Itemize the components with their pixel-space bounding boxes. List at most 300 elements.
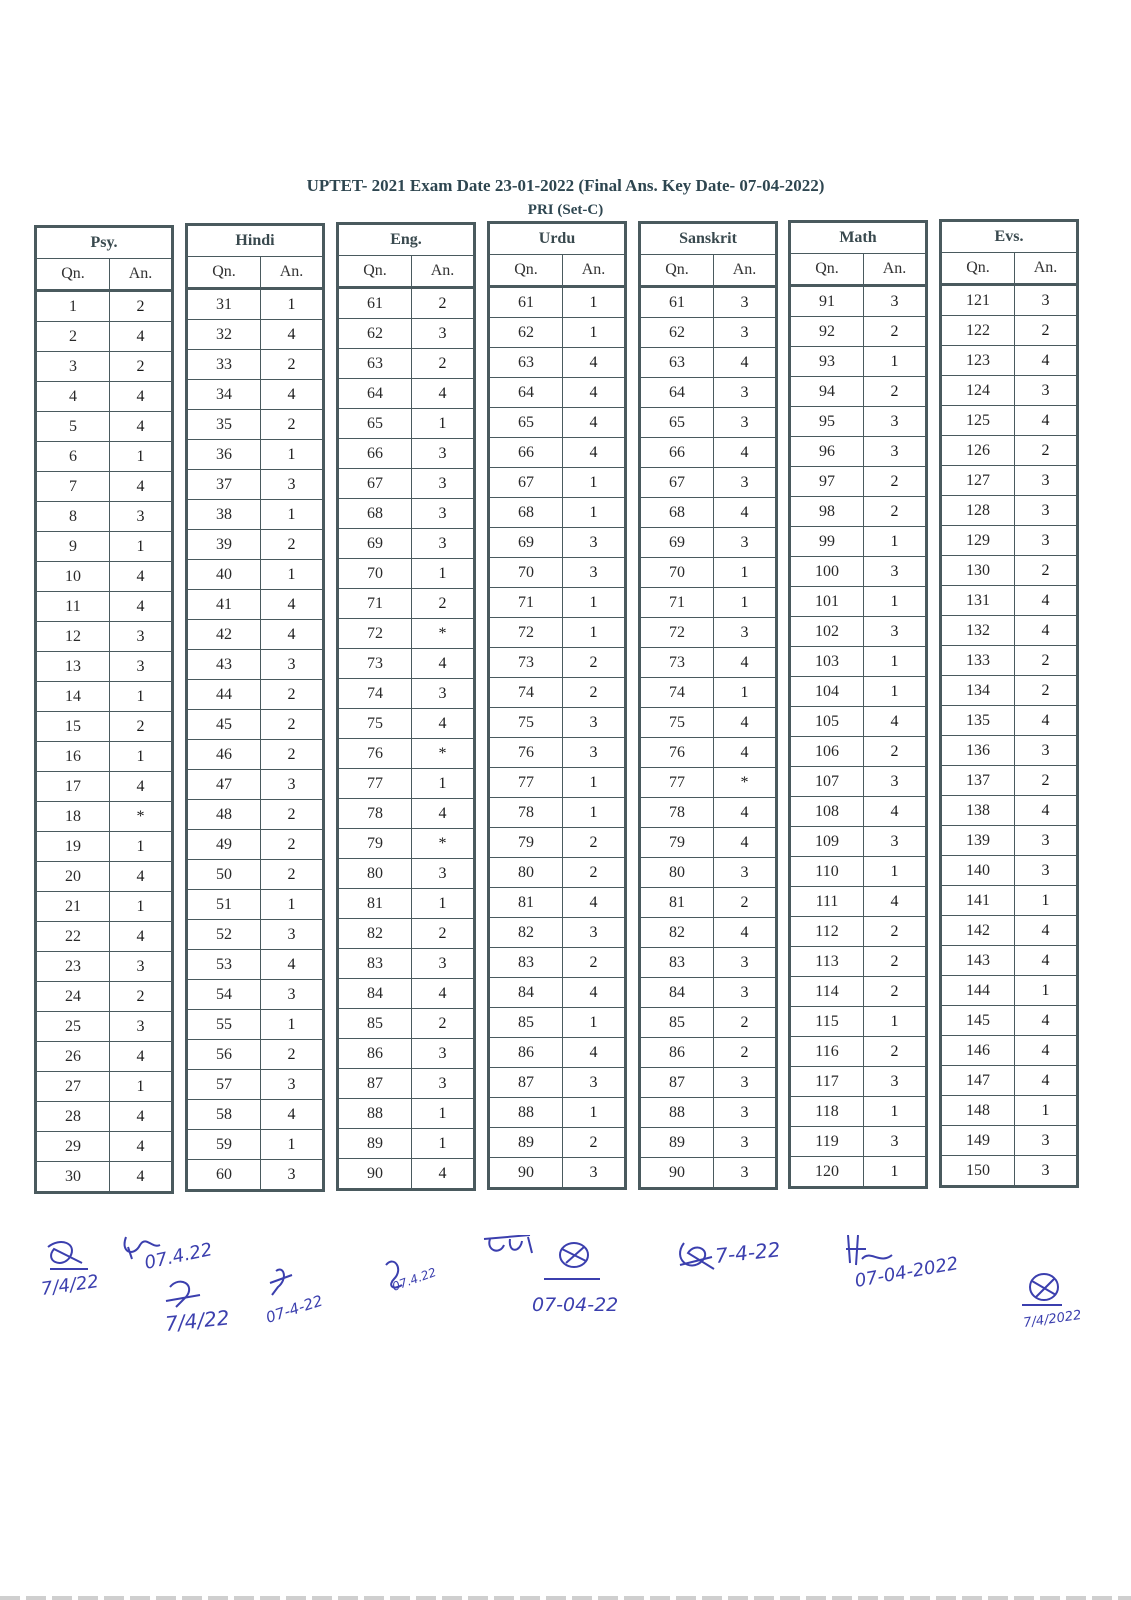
answer-value: 4 xyxy=(1015,706,1078,736)
signature-10-date: 7/4/2022 xyxy=(1022,1307,1083,1331)
table-row xyxy=(187,710,324,740)
table-row xyxy=(489,918,626,948)
question-number: 88 xyxy=(640,1098,714,1128)
answer-value: 4 xyxy=(110,322,173,352)
question-number: 83 xyxy=(489,948,563,978)
answer-value: 3 xyxy=(110,952,173,982)
subject-name: Psy. xyxy=(36,227,173,259)
answer-value: 2 xyxy=(412,589,475,619)
answer-value: 1 xyxy=(261,890,324,920)
signature-5-date: 07.4.22 xyxy=(390,1264,439,1294)
question-number: 89 xyxy=(489,1128,563,1158)
page-title: UPTET- 2021 Exam Date 23-01-2022 (Final Ans. Key Date- 07-04-2022) xyxy=(306,176,825,195)
question-number: 64 xyxy=(338,379,412,409)
question-number: 84 xyxy=(489,978,563,1008)
answer-value: 4 xyxy=(714,348,777,378)
question-number: 133 xyxy=(941,646,1015,676)
answer-value: 2 xyxy=(1015,316,1078,346)
question-number: 42 xyxy=(187,620,261,650)
table-row xyxy=(36,1102,173,1132)
answer-value: 3 xyxy=(563,558,626,588)
question-number: 70 xyxy=(338,559,412,589)
question-number: 85 xyxy=(640,1008,714,1038)
answer-value: 4 xyxy=(1015,346,1078,376)
question-number: 79 xyxy=(489,828,563,858)
question-number: 111 xyxy=(790,887,864,917)
table-row xyxy=(640,438,777,468)
table-row xyxy=(338,1099,475,1129)
question-number: 31 xyxy=(187,289,261,320)
table-row xyxy=(36,472,173,502)
table-row xyxy=(36,1162,173,1193)
answer-value: 3 xyxy=(261,920,324,950)
question-number: 6 xyxy=(36,442,110,472)
signatures-area xyxy=(0,1235,1131,1365)
answer-value: 1 xyxy=(261,289,324,320)
table-row xyxy=(489,498,626,528)
answer-value: 2 xyxy=(412,288,475,319)
an-header: An. xyxy=(1015,253,1078,285)
question-number: 76 xyxy=(338,739,412,769)
answer-value: 3 xyxy=(714,1158,777,1189)
question-number: 20 xyxy=(36,862,110,892)
table-row xyxy=(941,676,1078,706)
question-number: 62 xyxy=(338,319,412,349)
table-row xyxy=(36,412,173,442)
answer-value: 2 xyxy=(714,1008,777,1038)
question-number: 38 xyxy=(187,500,261,530)
answer-value: 1 xyxy=(412,889,475,919)
answer-value: 4 xyxy=(110,1042,173,1072)
table-row xyxy=(489,1038,626,1068)
answer-value: 4 xyxy=(110,412,173,442)
question-number: 78 xyxy=(338,799,412,829)
table-row xyxy=(640,318,777,348)
answer-value: 4 xyxy=(412,799,475,829)
question-number: 77 xyxy=(338,769,412,799)
question-number: 146 xyxy=(941,1036,1015,1066)
table-row xyxy=(790,1007,927,1037)
answer-value: 2 xyxy=(1015,436,1078,466)
table-row xyxy=(790,1067,927,1097)
question-number: 89 xyxy=(640,1128,714,1158)
subject-name: Hindi xyxy=(187,225,324,257)
table-row xyxy=(338,829,475,859)
qn-header: Qn. xyxy=(941,253,1015,285)
question-number: 84 xyxy=(640,978,714,1008)
table-row xyxy=(338,379,475,409)
answer-value: 1 xyxy=(1015,1096,1078,1126)
answer-value: 3 xyxy=(261,1160,324,1191)
table-row xyxy=(941,826,1078,856)
table-row xyxy=(187,770,324,800)
table-row xyxy=(941,556,1078,586)
answer-value: 3 xyxy=(412,469,475,499)
table-row xyxy=(790,467,927,497)
answer-value: 4 xyxy=(110,772,173,802)
question-number: 101 xyxy=(790,587,864,617)
qn-header: Qn. xyxy=(640,255,714,287)
table-row xyxy=(941,376,1078,406)
question-number: 44 xyxy=(187,680,261,710)
signature-6 xyxy=(484,1235,532,1253)
answer-value: 1 xyxy=(261,440,324,470)
answer-value: 2 xyxy=(563,648,626,678)
table-row xyxy=(790,737,927,767)
answer-value: 2 xyxy=(864,917,927,947)
answer-value: 1 xyxy=(864,347,927,377)
table-row xyxy=(640,678,777,708)
question-number: 53 xyxy=(187,950,261,980)
answer-value: 1 xyxy=(864,677,927,707)
answer-value: 3 xyxy=(714,378,777,408)
answer-value: 1 xyxy=(110,742,173,772)
question-number: 87 xyxy=(489,1068,563,1098)
table-row xyxy=(187,500,324,530)
answer-value: 1 xyxy=(563,498,626,528)
table-row xyxy=(489,588,626,618)
answer-value: 2 xyxy=(1015,766,1078,796)
question-number: 83 xyxy=(640,948,714,978)
signature-marks xyxy=(0,1235,1131,1365)
answer-value: 4 xyxy=(412,379,475,409)
question-number: 93 xyxy=(790,347,864,377)
question-number: 90 xyxy=(338,1159,412,1190)
table-row xyxy=(489,768,626,798)
answer-value: 1 xyxy=(412,1129,475,1159)
table-row xyxy=(941,1006,1078,1036)
question-number: 87 xyxy=(338,1069,412,1099)
answer-value: 1 xyxy=(864,647,927,677)
page-subtitle: PRI (Set-C) xyxy=(527,202,604,218)
table-row xyxy=(790,437,927,467)
question-number: 22 xyxy=(36,922,110,952)
table-row xyxy=(187,350,324,380)
answer-value: 3 xyxy=(563,528,626,558)
table-row xyxy=(489,408,626,438)
table-row xyxy=(640,468,777,498)
table-row xyxy=(489,1008,626,1038)
question-number: 19 xyxy=(36,832,110,862)
table-row xyxy=(640,1158,777,1189)
answer-value: 3 xyxy=(714,618,777,648)
answer-value: 2 xyxy=(864,467,927,497)
question-number: 27 xyxy=(36,1072,110,1102)
table-row xyxy=(790,887,927,917)
question-number: 77 xyxy=(489,768,563,798)
table-row xyxy=(640,1008,777,1038)
question-number: 43 xyxy=(187,650,261,680)
table-row xyxy=(790,497,927,527)
answer-value: 2 xyxy=(714,1038,777,1068)
table-row xyxy=(489,558,626,588)
answer-value: 4 xyxy=(110,472,173,502)
answer-value: 4 xyxy=(110,592,173,622)
answer-value: 1 xyxy=(864,857,927,887)
answer-value: 2 xyxy=(864,497,927,527)
answer-value: 4 xyxy=(110,1162,173,1193)
answer-value: 3 xyxy=(563,1068,626,1098)
question-number: 129 xyxy=(941,526,1015,556)
table-row xyxy=(941,616,1078,646)
table-row xyxy=(36,622,173,652)
table-row xyxy=(941,496,1078,526)
table-row xyxy=(640,588,777,618)
table-row xyxy=(489,1128,626,1158)
table-row xyxy=(941,736,1078,766)
question-number: 63 xyxy=(640,348,714,378)
question-number: 124 xyxy=(941,376,1015,406)
answer-value: 3 xyxy=(714,858,777,888)
question-number: 1 xyxy=(36,291,110,322)
table-row xyxy=(941,436,1078,466)
answer-value: 1 xyxy=(1015,976,1078,1006)
table-row xyxy=(790,1157,927,1188)
table-row xyxy=(941,406,1078,436)
answer-value: 1 xyxy=(110,1072,173,1102)
question-number: 97 xyxy=(790,467,864,497)
question-number: 71 xyxy=(489,588,563,618)
answer-value: 3 xyxy=(412,529,475,559)
question-number: 68 xyxy=(338,499,412,529)
answer-value: 1 xyxy=(261,1130,324,1160)
table-row xyxy=(790,707,927,737)
question-number: 76 xyxy=(640,738,714,768)
answer-value: 2 xyxy=(864,317,927,347)
table-row xyxy=(187,1040,324,1070)
table-row xyxy=(790,797,927,827)
answer-value: 1 xyxy=(412,559,475,589)
answer-value: 4 xyxy=(110,1102,173,1132)
question-number: 11 xyxy=(36,592,110,622)
table-row xyxy=(187,320,324,350)
question-number: 144 xyxy=(941,976,1015,1006)
question-number: 119 xyxy=(790,1127,864,1157)
table-row xyxy=(790,1037,927,1067)
question-number: 80 xyxy=(640,858,714,888)
table-row xyxy=(338,859,475,889)
table-row xyxy=(187,1160,324,1191)
table-row xyxy=(941,346,1078,376)
answer-value: 3 xyxy=(714,287,777,318)
answer-value: 3 xyxy=(412,499,475,529)
table-row xyxy=(640,348,777,378)
question-number: 117 xyxy=(790,1067,864,1097)
table-row xyxy=(338,919,475,949)
answer-value: 3 xyxy=(1015,1126,1078,1156)
question-number: 46 xyxy=(187,740,261,770)
table-row xyxy=(338,499,475,529)
answer-value: 2 xyxy=(864,947,927,977)
answer-table-5 xyxy=(788,220,928,1189)
qn-header: Qn. xyxy=(489,255,563,287)
answer-value: 1 xyxy=(1015,886,1078,916)
answer-value: 3 xyxy=(1015,496,1078,526)
answer-value: 4 xyxy=(110,562,173,592)
question-number: 67 xyxy=(489,468,563,498)
qn-header: Qn. xyxy=(338,256,412,288)
an-header: An. xyxy=(714,255,777,287)
table-row xyxy=(36,1012,173,1042)
question-number: 10 xyxy=(36,562,110,592)
question-number: 94 xyxy=(790,377,864,407)
table-row xyxy=(36,832,173,862)
table-row xyxy=(187,920,324,950)
question-number: 65 xyxy=(640,408,714,438)
question-number: 149 xyxy=(941,1126,1015,1156)
table-row xyxy=(640,648,777,678)
question-number: 69 xyxy=(338,529,412,559)
table-row xyxy=(36,1072,173,1102)
question-number: 41 xyxy=(187,590,261,620)
question-number: 68 xyxy=(489,498,563,528)
answer-value: 4 xyxy=(1015,1036,1078,1066)
answer-value: 3 xyxy=(1015,1156,1078,1187)
table-row xyxy=(187,740,324,770)
question-number: 36 xyxy=(187,440,261,470)
answer-value: 4 xyxy=(714,798,777,828)
table-row xyxy=(790,1097,927,1127)
answer-value: 4 xyxy=(714,498,777,528)
question-number: 86 xyxy=(640,1038,714,1068)
question-number: 82 xyxy=(489,918,563,948)
table-row xyxy=(640,408,777,438)
question-number: 70 xyxy=(640,558,714,588)
subject-name: Math xyxy=(790,222,927,254)
answer-value: 1 xyxy=(864,587,927,617)
table-row xyxy=(489,648,626,678)
question-number: 61 xyxy=(338,288,412,319)
answer-value: 4 xyxy=(1015,1066,1078,1096)
answer-value: 1 xyxy=(563,588,626,618)
answer-value: 4 xyxy=(110,1132,173,1162)
answer-value: 4 xyxy=(864,707,927,737)
table-row xyxy=(790,286,927,317)
answer-value: 3 xyxy=(412,319,475,349)
table-row xyxy=(36,382,173,412)
answer-value: 2 xyxy=(261,800,324,830)
table-row xyxy=(36,802,173,832)
question-number: 136 xyxy=(941,736,1015,766)
answer-value: 3 xyxy=(110,502,173,532)
answer-value: 4 xyxy=(110,382,173,412)
question-number: 137 xyxy=(941,766,1015,796)
table-row xyxy=(187,1100,324,1130)
question-number: 55 xyxy=(187,1010,261,1040)
question-number: 77 xyxy=(640,768,714,798)
table-row xyxy=(187,680,324,710)
table-row xyxy=(489,708,626,738)
question-number: 80 xyxy=(338,859,412,889)
question-number: 127 xyxy=(941,466,1015,496)
question-number: 139 xyxy=(941,826,1015,856)
question-number: 91 xyxy=(790,286,864,317)
table-row xyxy=(338,319,475,349)
answer-value: 4 xyxy=(714,918,777,948)
question-number: 9 xyxy=(36,532,110,562)
table-row xyxy=(36,322,173,352)
question-number: 99 xyxy=(790,527,864,557)
table-row xyxy=(338,589,475,619)
question-number: 130 xyxy=(941,556,1015,586)
subject-name: Evs. xyxy=(941,221,1078,253)
answer-value: 1 xyxy=(563,1008,626,1038)
question-number: 37 xyxy=(187,470,261,500)
table-row xyxy=(790,767,927,797)
question-number: 79 xyxy=(640,828,714,858)
table-row xyxy=(36,712,173,742)
table-row xyxy=(187,620,324,650)
question-number: 108 xyxy=(790,797,864,827)
question-number: 121 xyxy=(941,285,1015,316)
table-row xyxy=(640,558,777,588)
table-row xyxy=(36,1042,173,1072)
signature-2-date: 07.4.22 xyxy=(142,1239,215,1274)
table-row xyxy=(489,978,626,1008)
signature-9 xyxy=(846,1235,892,1265)
table-row xyxy=(640,618,777,648)
table-row xyxy=(640,888,777,918)
question-number: 132 xyxy=(941,616,1015,646)
answer-value: 4 xyxy=(261,620,324,650)
question-number: 103 xyxy=(790,647,864,677)
table-row xyxy=(36,442,173,472)
scan-edge-line xyxy=(0,1596,1131,1600)
question-number: 7 xyxy=(36,472,110,502)
table-row xyxy=(489,438,626,468)
question-number: 40 xyxy=(187,560,261,590)
table-row xyxy=(790,317,927,347)
table-row xyxy=(489,738,626,768)
table-row xyxy=(640,858,777,888)
table-row xyxy=(941,916,1078,946)
table-row xyxy=(338,979,475,1009)
table-row xyxy=(187,950,324,980)
signature-1 xyxy=(48,1242,88,1269)
table-row xyxy=(338,1039,475,1069)
answer-value: 3 xyxy=(110,1012,173,1042)
answer-value: 3 xyxy=(261,650,324,680)
question-number: 150 xyxy=(941,1156,1015,1187)
table-row xyxy=(338,709,475,739)
table-row xyxy=(36,1132,173,1162)
table-row xyxy=(640,798,777,828)
question-number: 80 xyxy=(489,858,563,888)
table-row xyxy=(489,378,626,408)
answer-value: 4 xyxy=(261,1100,324,1130)
answer-value: 3 xyxy=(1015,376,1078,406)
answer-value: 1 xyxy=(110,442,173,472)
answer-value: 4 xyxy=(714,708,777,738)
table-row xyxy=(640,498,777,528)
answer-value: 3 xyxy=(714,1098,777,1128)
table-row xyxy=(338,349,475,379)
question-number: 88 xyxy=(489,1098,563,1128)
table-row xyxy=(790,617,927,647)
answer-table-6 xyxy=(939,219,1079,1188)
question-number: 110 xyxy=(790,857,864,887)
table-row xyxy=(338,889,475,919)
question-number: 67 xyxy=(640,468,714,498)
table-row xyxy=(790,647,927,677)
answer-value: 2 xyxy=(261,530,324,560)
answer-value: 4 xyxy=(1015,586,1078,616)
question-number: 81 xyxy=(338,889,412,919)
answer-value: 4 xyxy=(1015,796,1078,826)
question-number: 65 xyxy=(338,409,412,439)
question-number: 147 xyxy=(941,1066,1015,1096)
question-number: 105 xyxy=(790,707,864,737)
